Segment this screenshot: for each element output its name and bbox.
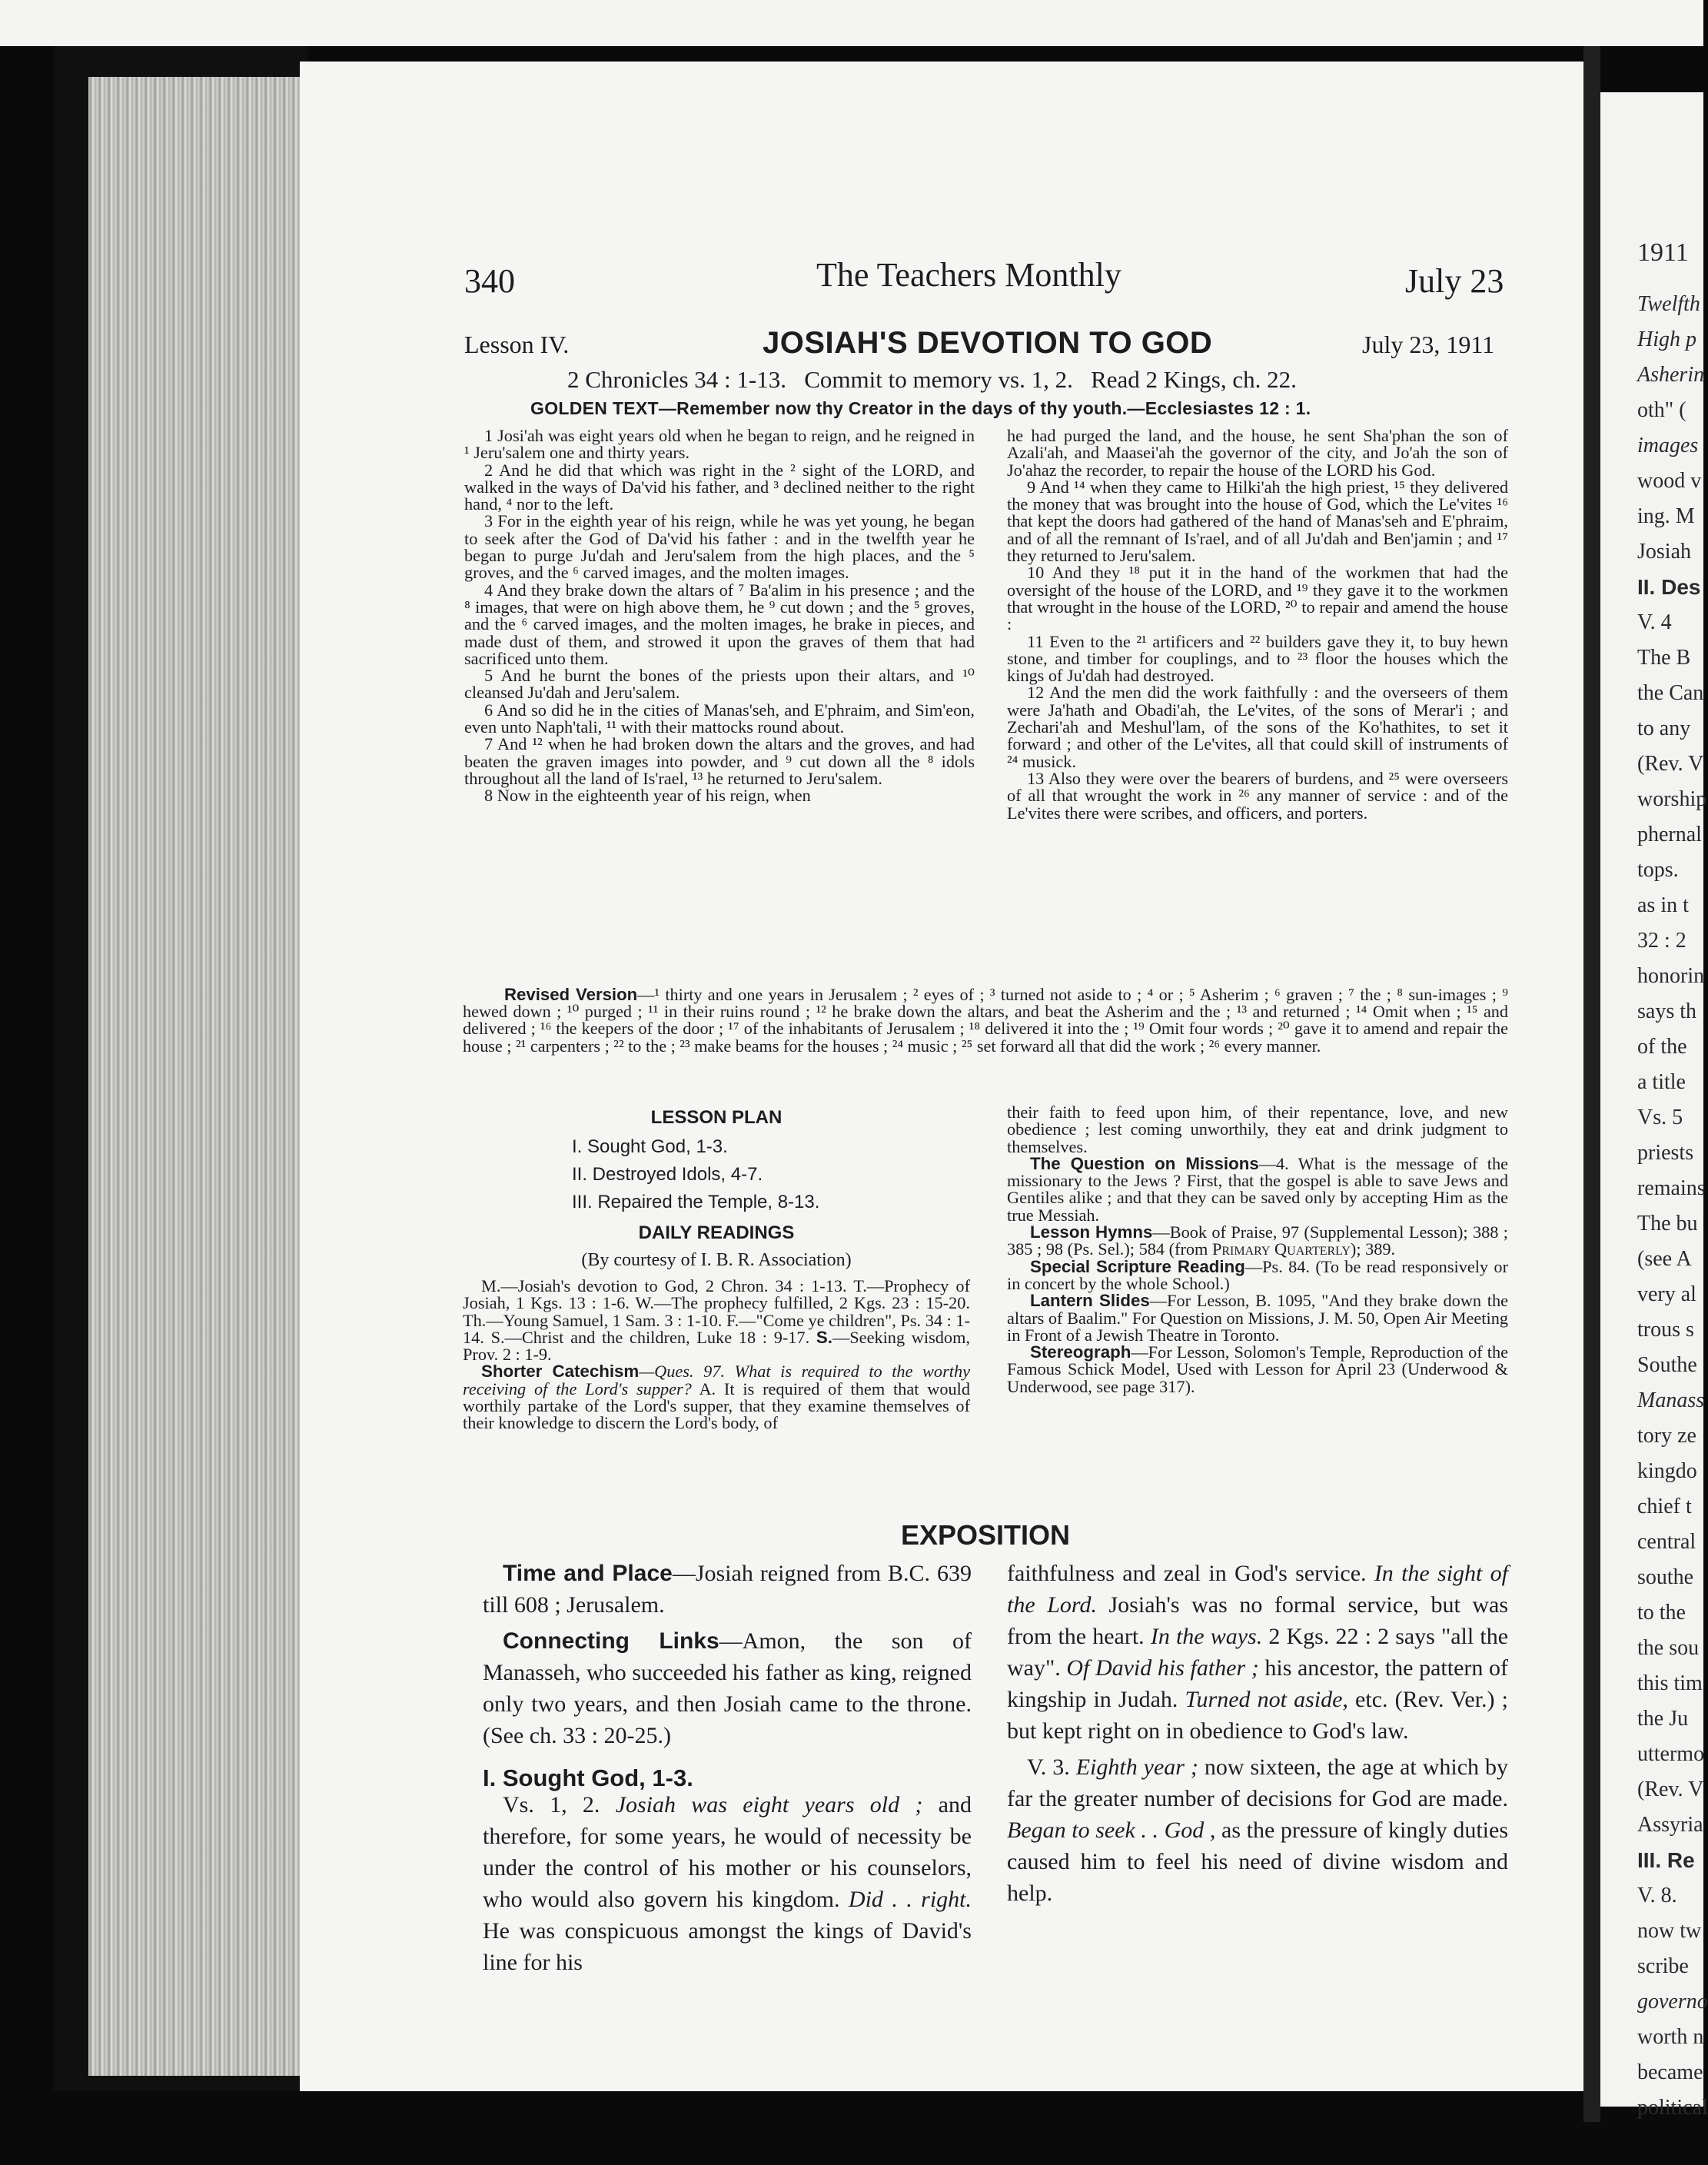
- lesson-plan-title: LESSON PLAN: [650, 1107, 783, 1128]
- page-edges: [88, 77, 304, 2076]
- right-page-text: remains: [1637, 1176, 1706, 1200]
- missions-label: The Question on Missions: [1030, 1153, 1259, 1173]
- lantern-slides-label: Lantern Slides: [1030, 1291, 1150, 1311]
- golden-text: GOLDEN TEXT—Remember now thy Creator in the days of thy youth.—Ecclesiastes 12 : 1.: [530, 398, 1311, 418]
- expo-text: Vs. 1, 2.: [503, 1792, 616, 1817]
- right-page-text: southe: [1637, 1565, 1694, 1589]
- right-page-text: uttermo: [1637, 1742, 1705, 1766]
- magazine-title: The Teachers Monthly: [816, 256, 1121, 294]
- expo-text: and therefore, for some years, he would of necessity be under the control of his mother or his counselors, who would also govern his kingdom.: [483, 1792, 972, 1912]
- scripture-reading-label: Special Scripture Reading: [1030, 1256, 1245, 1276]
- daily-readings-title: DAILY READINGS: [638, 1222, 795, 1243]
- expo-text: 2 Kgs. 22 : 2 says "all the way".: [1007, 1624, 1509, 1681]
- right-page-text: V. 4: [1637, 610, 1672, 634]
- right-page-text: wood v: [1637, 469, 1702, 493]
- right-page-text: chief t: [1637, 1495, 1692, 1518]
- right-page-text: ing. M: [1637, 504, 1695, 528]
- expo-text: V. 3.: [1027, 1754, 1076, 1780]
- right-page-text: scribe: [1637, 1954, 1689, 1978]
- verses-left-column: [464, 427, 975, 805]
- right-page-text: kingdo: [1637, 1459, 1697, 1483]
- right-page-text: tory ze: [1637, 1424, 1696, 1448]
- expo-italic: Josiah was eight years old ;: [615, 1792, 923, 1817]
- hymns-text: —Book of Praise, 97 (Supplemental Lesson); 388 ; 385 ; 98 (Ps. Sel.); 584 (from: [1007, 1222, 1508, 1259]
- lesson-plan-item: II. Destroyed Idols, 4-7.: [572, 1164, 763, 1185]
- right-page-text: worth n: [1637, 2025, 1704, 2049]
- expo-text: He was conspicuous amongst the kings of David's line for his: [483, 1918, 972, 1975]
- exposition-left-column: [483, 1558, 972, 1978]
- expo-text: etc. (Rev. Ver.) ; but kept right on in obedience to God's law.: [1007, 1687, 1509, 1744]
- lesson-date: July 23, 1911: [1362, 331, 1495, 358]
- expo-italic: Began to seek . . God ,: [1007, 1817, 1216, 1843]
- time-place-text: —Josiah reigned from B.C. 639 till 608 ; Jerusalem.: [483, 1561, 972, 1618]
- stereograph-label: Stereograph: [1030, 1342, 1131, 1362]
- catechism-label: Shorter Catechism: [481, 1362, 640, 1382]
- revised-version: [463, 986, 1508, 1055]
- right-page-text: of the: [1637, 1035, 1687, 1059]
- right-page-text: central: [1637, 1530, 1696, 1554]
- right-page-text: Vs. 5: [1637, 1106, 1683, 1129]
- connecting-links-text: —Amon, the son of Manasseh, who succeeded his father as king, reigned only two years, and then Josiah came to the throne. (See ch. 33 : 20-25.): [483, 1628, 972, 1748]
- right-page-text: priests: [1637, 1141, 1694, 1165]
- exposition-title: EXPOSITION: [900, 1519, 1071, 1551]
- verse: 4 And they brake down the altars of ⁷ Ba'alim in his presence ; and the ⁸ images, that were on high above them, he ⁹ cut down ; and the ⁵ groves, and the ⁶ carved images, and the molten images, he brake in pieces, and made dust of them, and strowed it upon the graves of them that had sacrificed unto them.: [464, 580, 975, 668]
- stereograph-text: —For Lesson, Solomon's Temple, Reproduction of the Famous Schick Model, Used with Lesson for April 23 (Underwood & Underwood, see page 317).: [1007, 1342, 1508, 1396]
- expo-italic: Did . . right.: [848, 1887, 972, 1912]
- running-date: July 23: [1405, 262, 1504, 300]
- right-page-text: Asherin: [1637, 363, 1705, 387]
- expo-text: Josiah's was no formal service, but was from the heart.: [1007, 1592, 1508, 1649]
- right-page-text: now tw: [1637, 1919, 1702, 1943]
- catechism-question-text: What is required to the worthy receiving of the Lord's supper?: [463, 1362, 970, 1398]
- scripture-reference: 2 Chronicles 34 : 1-13. Commit to memory vs. 1, 2. Read 2 Kings, ch. 22.: [567, 366, 1297, 393]
- section-heading: I. Sought God, 1-3.: [483, 1764, 693, 1791]
- expo-text: faithfulness and zeal in God's service.: [1007, 1561, 1374, 1586]
- right-page-text: the sou: [1637, 1636, 1700, 1660]
- hymns-label: Lesson Hymns: [1030, 1222, 1153, 1242]
- expo-italic: In the ways.: [1150, 1624, 1263, 1649]
- right-page-text: to any: [1637, 717, 1691, 740]
- right-page-text: The B: [1637, 646, 1691, 670]
- verse: 5 And he burnt the bones of the priests upon their altars, and ¹⁰ cleansed Ju'dah and Jeru'salem.: [464, 666, 975, 703]
- expo-text: his ancestor, the pattern of kingship in Judah.: [1007, 1655, 1508, 1712]
- right-page-text: II. Des: [1637, 575, 1701, 599]
- expo-italic: Of David his father ;: [1066, 1655, 1259, 1681]
- right-page-text: The bu: [1637, 1212, 1698, 1235]
- saturday-label: S.: [816, 1327, 832, 1347]
- right-page-text: became: [1637, 2060, 1703, 2084]
- right-page-text: very al: [1637, 1282, 1696, 1306]
- verse: 9 And ¹⁴ when they came to Hilki'ah the high priest, ¹⁵ they delivered the money that was brought into the house of God, which the Le'vites ¹⁶ that kept the doors had gathered of the hand of Manas'seh and E'phraim, and of all the remnant of Is'rael, and of all Ju'dah and Ben'jamin ; and ¹⁷ they returned to Jeru'salem.: [1007, 477, 1508, 566]
- revised-version-label: Revised Version: [504, 985, 638, 1004]
- verse: 13 Also they were over the bearers of burdens, and ²⁵ were overseers of all that wrought the work in ²⁶ any manner of service : and of the Le'vites there were scribes, and officers, and porters.: [1007, 768, 1508, 823]
- right-page-text: as in t: [1637, 893, 1689, 917]
- lesson-notes: [1007, 1104, 1508, 1395]
- verse: 3 For in the eighth year of his reign, while he was yet young, he began to seek after the God of Da'vid his father : and in the twelfth year he began to purge Ju'dah and Jeru'salem from the high places, and the ⁵ groves, and the ⁶ carved images, and the molten images.: [464, 511, 975, 583]
- right-page-text: 32 : 2: [1637, 929, 1686, 953]
- right-page-text: V. 8.: [1637, 1884, 1677, 1907]
- expo-italic: Eighth year ;: [1075, 1754, 1198, 1780]
- revised-version-text: —¹ thirty and one years in Jerusalem ; ² eyes of ; ³ turned not aside to ; ⁴ or ; ⁵ Asherim ; ⁶ graven ; ⁷ the ; ⁸ sun-images ; ⁹ hewed down ; ¹⁰ purged ; ¹¹ in their ruins round ; ¹² he brake down the altars, and beat the Asherim and the ; ¹³ and returned ; ¹⁴ Omit when ; ¹⁵ and delivered ; ¹⁶ the keepers of the door ; ¹⁷ of the inhabitants of Jerusalem ; ¹⁸ delivered it into the ; ¹⁹ Omit four words ; ²⁰ gave it to amend and repair the house ; ²¹ carpenters ; ²² to the ; ²³ make beams for the houses ; ²⁴ music ; ²⁵ set forward all that did the work ; ²⁶ every manner.: [463, 985, 1508, 1056]
- lesson-number: Lesson IV.: [464, 331, 570, 358]
- lantern-slides-text: —For Lesson, B. 1095, "And they brake down the altars of Baalim." For Question on Missions, J. M. 50, Open Air Meeting in Front of a Jewish Theatre in Toronto.: [1007, 1291, 1508, 1345]
- daily-readings-text: M.—Josiah's devotion to God, 2 Chron. 34 : 1-13. T.—Prophecy of Josiah, 1 Kgs. 13 : 1-6. W.—The prophecy fulfilled, 2 Kgs. 23 : 15-20. Th.—Young Samuel, 1 Sam. 3 : 1-10. F.—"Come ye children", Ps. 34 : 1-14. S.—Christ and the children, Luke 18 : 9-17.: [463, 1276, 970, 1347]
- catechism-answer: A. It is required of them that would worthily partake of the Lord's supper, that they examine themselves of their knowledge to discern the Lord's body, of: [463, 1378, 970, 1433]
- book-gutter: [1583, 46, 1600, 2122]
- catechism-continuation: their faith to feed upon him, of their repentance, love, and new obedience ; lest coming unworthily, they eat and drink judgment to themselves.: [1007, 1102, 1508, 1156]
- expo-text: as the pressure of kingly duties caused him to feel his need of divine wisdom and help.: [1007, 1817, 1508, 1906]
- verse: 11 Even to the ²¹ artificers and ²² builders gave they it, to buy hewn stone, and timber for couplings, and to ²³ floor the houses which the kings of Ju'dah had destroyed.: [1007, 631, 1508, 686]
- hymns-source: Primary Quarterly: [1211, 1239, 1351, 1259]
- right-page-text: a title: [1637, 1070, 1686, 1094]
- right-page-text: Manass: [1637, 1388, 1705, 1412]
- lesson-plan-item: I. Sought God, 1-3.: [572, 1136, 728, 1157]
- daily-readings: [463, 1278, 970, 1432]
- right-page-text: Josiah: [1637, 540, 1691, 564]
- daily-readings-courtesy: (By courtesy of I. B. R. Association): [581, 1250, 852, 1270]
- verse: 10 And they ¹⁸ put it in the hand of the workmen that had the oversight of the house of the LORD, and ¹⁹ they gave it to the workmen that wrought in the house of the LORD, ²⁰ to repair and amend the house :: [1007, 563, 1508, 634]
- page-number: 340: [464, 262, 515, 300]
- right-page-text: governo: [1637, 1990, 1708, 2014]
- right-page-text: says th: [1637, 999, 1696, 1023]
- right-page-text: (see A: [1637, 1247, 1692, 1271]
- right-page-text: worship: [1637, 787, 1707, 811]
- right-page-text: Twelfth: [1637, 292, 1700, 316]
- expo-italic: In the sight of the Lord.: [1007, 1561, 1508, 1618]
- right-page-text: Southe: [1637, 1353, 1697, 1377]
- verse: 1 Josi'ah was eight years old when he began to reign, and he reigned in ¹ Jeru'salem one and thirty years.: [464, 426, 975, 463]
- right-page-text: this tim: [1637, 1671, 1703, 1695]
- catechism-question: —Ques. 97.: [639, 1362, 725, 1382]
- right-page-text: the Can: [1637, 681, 1704, 705]
- exposition-right-column: [1007, 1558, 1508, 1909]
- missions-text: —4. What is the message of the missionary to the Jews ? First, that the gospel is able to save Jews and Gentiles alike ; and that they can be saved only by accepting Him as the true Messiah.: [1007, 1153, 1508, 1225]
- right-page-text: tops.: [1637, 858, 1679, 882]
- right-page-text: phernal: [1637, 823, 1702, 846]
- right-page-text: Assyria: [1637, 1813, 1703, 1837]
- verses-right-column: [1007, 427, 1508, 822]
- right-page-text: trous s: [1637, 1318, 1694, 1342]
- right-page-text: oth" (: [1637, 398, 1686, 422]
- saturday-text: —Seeking wisdom, Prov. 2 : 1-9.: [463, 1327, 970, 1365]
- connecting-links-label: Connecting Links: [503, 1628, 719, 1654]
- scan-background: [0, 0, 1703, 46]
- right-page-fragment: [1600, 92, 1708, 2120]
- scripture-reading-text: —Ps. 84. (To be read responsively or in concert by the whole School.): [1007, 1256, 1508, 1293]
- expo-italic: Turned not aside,: [1185, 1687, 1348, 1712]
- verse: 2 And he did that which was right in the ² sight of the LORD, and walked in the ways of Da'vid his father, and ³ declined neither to the right hand, ⁴ nor to the left.: [464, 460, 975, 514]
- right-page-text: High p: [1637, 328, 1696, 351]
- right-page-text: (Rev. V: [1637, 1778, 1704, 1801]
- right-page-text: 1911: [1637, 238, 1689, 267]
- lesson-plan-item: III. Repaired the Temple, 8-13.: [572, 1192, 820, 1212]
- right-page-text: honorin: [1637, 964, 1705, 988]
- verse: 6 And so did he in the cities of Manas'seh, and E'phraim, and Sim'eon, even unto Naph'tali, ¹¹ with their mattocks round about.: [464, 700, 975, 737]
- right-page-text: (Rev. V: [1637, 752, 1704, 776]
- right-page-text: images: [1637, 434, 1699, 457]
- right-page-text: III. Re: [1637, 1848, 1695, 1872]
- right-page-text: the Ju: [1637, 1707, 1689, 1731]
- verse: 8 Now in the eighteenth year of his reign, when: [484, 786, 811, 806]
- right-page-text: to the: [1637, 1601, 1686, 1625]
- right-page-text: political: [1637, 2096, 1708, 2120]
- time-place-label: Time and Place: [503, 1561, 673, 1586]
- lesson-title: JOSIAH'S DEVOTION TO GOD: [763, 326, 1213, 360]
- verse: 12 And the men did the work faithfully : and the overseers of them were Ja'hath and Obadi'ah, the Le'vites, of the sons of Merar'i ; and Zechari'ah and Meshul'lam, of the sons of the Ko'hathites, to set it forward ; and other of the Le'vites, all that could skill of instruments of ²⁴ musick.: [1007, 683, 1508, 771]
- hymns-end: ); 389.: [1350, 1239, 1396, 1259]
- verse: 7 And ¹² when he had broken down the altars and the groves, and had beaten the graven images into powder, and ⁹ cut down all the ⁸ idols throughout all the land of Is'rael, ¹³ he returned to Jeru'salem.: [464, 734, 975, 788]
- verse: he had purged the land, and the house, he sent Sha'phan the son of Azali'ah, and Maasei'ah the governor of the city, and Jo'ah the son of Jo'ahaz the recorder, to repair the house of the LORD his God.: [1007, 426, 1508, 480]
- expo-text: now sixteen, the age at which by far the greater number of decisions for God are made.: [1007, 1754, 1508, 1811]
